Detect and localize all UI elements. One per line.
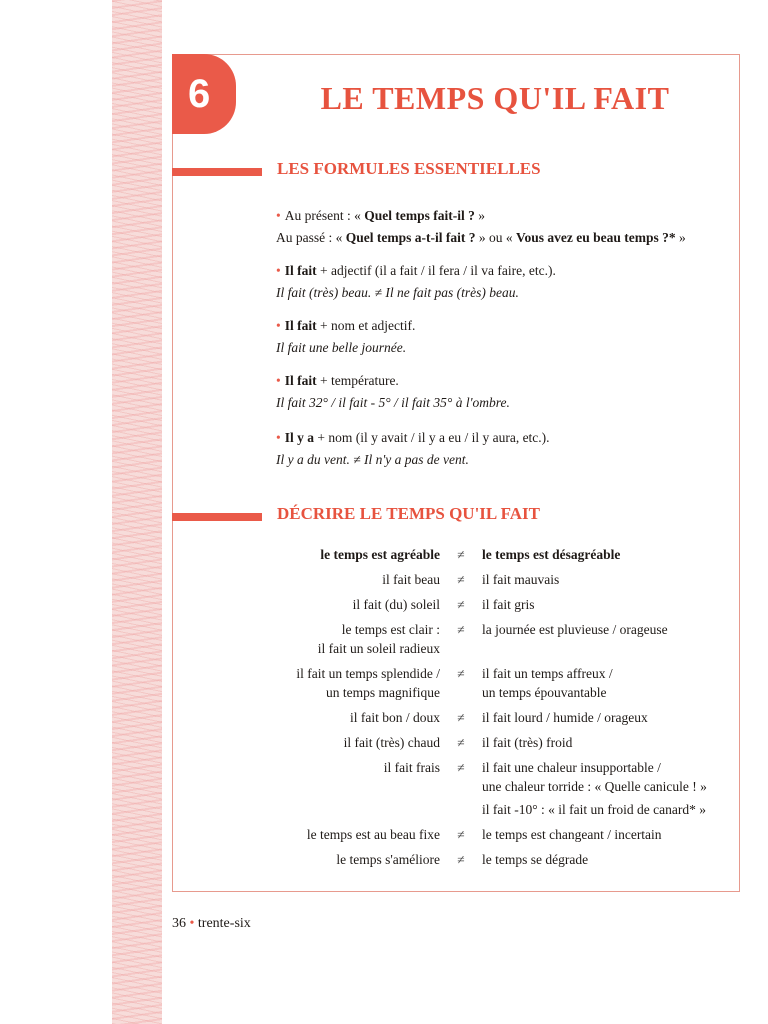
pair-left: il fait (très) chaud xyxy=(343,735,440,750)
pair-right: la journée est pluvieuse / orageuse xyxy=(482,622,668,637)
not-equal-icon: ≠ xyxy=(457,710,465,725)
pair-right: il fait mauvais xyxy=(482,572,560,587)
not-equal-icon: ≠ xyxy=(457,827,465,842)
page-number: 36 xyxy=(172,916,186,931)
bullet-icon: • xyxy=(276,263,281,278)
bullet-icon: • xyxy=(276,318,281,333)
pair-left: le temps est clair : il fait un soleil radieux xyxy=(317,622,440,656)
pair-left: le temps s'améliore xyxy=(336,852,440,867)
pair-right: il fait gris xyxy=(482,597,535,612)
section-marker-bar xyxy=(172,513,262,521)
decorative-side-stripe xyxy=(112,0,162,1024)
pair-left: il fait frais xyxy=(383,760,440,775)
pair-left: le temps est au beau fixe xyxy=(306,827,440,842)
pair-right: il fait -10° : « il fait un froid de canard* » xyxy=(482,802,706,817)
pair-left: le temps est agréable xyxy=(320,547,440,562)
not-equal-icon: ≠ xyxy=(457,735,465,750)
pair-left: il fait bon / doux xyxy=(350,710,440,725)
formula-item: • Il fait + nom et adjectif. Il fait une belle journée. xyxy=(276,315,726,359)
pair-right: le temps est changeant / incertain xyxy=(482,827,662,842)
formula-item: • Il fait + adjectif (il a fait / il fera / il va faire, etc.). Il fait (très) beau. ≠ Il ne fait pas (très) beau. xyxy=(276,260,726,304)
pair-row xyxy=(180,708,720,727)
bullet-icon: • xyxy=(189,916,195,931)
section-title-formules: LES FORMULES ESSENTIELLES xyxy=(277,159,541,178)
pair-right: le temps est désagréable xyxy=(482,547,621,562)
pair-left: il fait un temps splendide / un temps magnifique xyxy=(296,666,440,700)
pair-row xyxy=(180,664,720,702)
pair-row xyxy=(180,825,720,844)
pair-row xyxy=(180,850,720,869)
not-equal-icon: ≠ xyxy=(457,572,465,587)
pair-right: il fait un temps affreux / un temps épouvantable xyxy=(482,666,613,700)
pair-right: il fait une chaleur insupportable / une chaleur torride : « Quelle canicule ! » xyxy=(482,760,707,794)
formula-item: • Il fait + température. Il fait 32° / il fait - 5° / il fait 35° à l'ombre. xyxy=(276,370,726,414)
pair-right: il fait (très) froid xyxy=(482,735,573,750)
pair-left: il fait (du) soleil xyxy=(352,597,440,612)
formula-example: Il y a du vent. ≠ Il n'y a pas de vent. xyxy=(276,452,469,467)
pair-row xyxy=(180,595,720,614)
pair-row xyxy=(180,545,720,564)
bullet-icon: • xyxy=(276,208,281,223)
not-equal-icon: ≠ xyxy=(457,760,465,775)
weather-pairs-list xyxy=(180,545,720,869)
page-title: LE TEMPS QU'IL FAIT xyxy=(320,80,670,116)
not-equal-icon: ≠ xyxy=(457,852,465,867)
bullet-icon: • xyxy=(276,373,281,388)
formula-item: • Au présent : « Quel temps fait-il ? » Au passé : « Quel temps a-t-il fait ? » ou « Vous avez eu beau temps ?* » xyxy=(276,208,686,245)
chapter-badge: 6 xyxy=(172,54,236,134)
section-title-decrire: DÉCRIRE LE TEMPS QU'IL FAIT xyxy=(277,504,540,523)
not-equal-icon: ≠ xyxy=(457,597,465,612)
formula-example: Il fait 32° / il fait - 5° / il fait 35° à l'ombre. xyxy=(276,395,510,410)
pair-row xyxy=(180,620,720,658)
pair-row xyxy=(180,733,720,752)
pair-row xyxy=(180,800,720,819)
not-equal-icon: ≠ xyxy=(457,622,465,637)
not-equal-icon: ≠ xyxy=(457,547,465,562)
page-footer xyxy=(172,916,251,932)
pair-row xyxy=(180,758,720,796)
formula-example: Il fait (très) beau. ≠ Il ne fait pas (très) beau. xyxy=(276,285,519,300)
pair-right: le temps se dégrade xyxy=(482,852,589,867)
not-equal-icon: ≠ xyxy=(457,666,465,681)
section-marker-bar xyxy=(172,168,262,176)
formula-example: Il fait une belle journée. xyxy=(276,340,407,355)
pair-row xyxy=(180,570,720,589)
bullet-icon: • xyxy=(276,430,281,445)
pair-left: il fait beau xyxy=(382,572,440,587)
page-number-words: trente-six xyxy=(197,916,251,931)
formula-item: • Il y a + nom (il y avait / il y a eu / il y aura, etc.). Il y a du vent. ≠ Il n'y a pas de vent. xyxy=(276,427,726,471)
pair-right: il fait lourd / humide / orageux xyxy=(482,710,648,725)
